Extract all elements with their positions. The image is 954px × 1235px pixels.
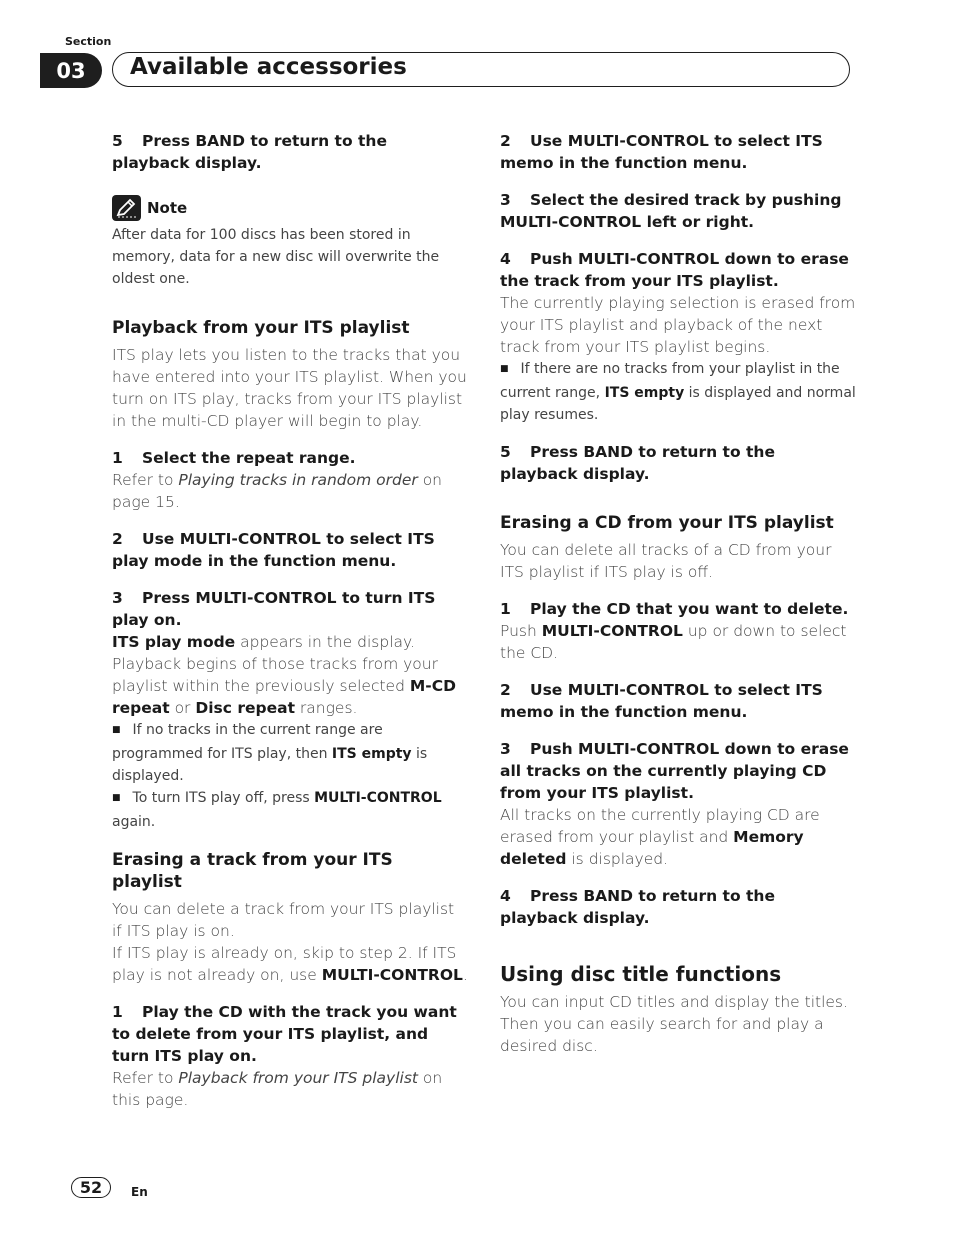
playback-step-1-text: Refer to Playing tracks in random order on page 15. [112,471,442,511]
erase-cd-heading: Erasing a CD from your ITS playlist [500,513,834,533]
pencil-icon [112,195,141,221]
bullet-its-empty: ■ If no tracks in the current range are programmed for ITS play, then ITS empty is displayed. [112,719,468,787]
erase-cd-step-3-text: All tracks on the currently playing CD are erased from your playlist and Memory deleted is displayed. [500,806,820,868]
erase-track-step-1-text: Refer to Playback from your ITS playlist on this page. [112,1069,443,1109]
playback-intro: ITS play lets you listen to the tracks that you have entered into your ITS playlist. When you turn on ITS play, tracks from your ITS playlist in the multi-CD player will begin to play. [112,346,467,430]
step-5: 5 Press BAND to return to the playback display. [112,132,387,172]
erase-track-step-3: 3 Select the desired track by pushing MULTI-CONTROL left or right. [500,191,842,231]
erase-cd-step-3: 3 Push MULTI-CONTROL down to erase all tracks on the currently playing CD from your ITS playlist. [500,740,849,802]
cross-reference-link: Playing tracks in random order [178,471,418,489]
section-number: 03 [40,53,102,88]
playback-step-3-text: ITS play mode appears in the display. Playback begins of those tracks from your playlist within the previously selected M-CD repeat or Disc repeat ranges. [112,633,456,717]
section-label: Section [65,35,112,48]
erase-cd-step-2: 2 Use MULTI-CONTROL to select ITS memo in the function menu. [500,681,823,721]
bullet-no-tracks: ■ If there are no tracks from your playlist in the current range, ITS empty is displayed and normal play resumes. [500,358,856,426]
disc-title-body: You can input CD titles and display the titles. Then you can easily search for and play a desired disc. [500,993,848,1055]
erase-cd-step-4: 4 Press BAND to return to the playback display. [500,887,775,927]
erase-track-step-4: 4 Push MULTI-CONTROL down to erase the track from your ITS playlist. [500,250,849,290]
erase-track-intro-1: You can delete a track from your ITS playlist if ITS play is on. [112,900,455,940]
erase-track-step-1: 1 Play the CD with the track you want to delete from your ITS playlist, and turn ITS play on. [112,1003,457,1065]
page-title: Available accessories [130,54,407,80]
playback-heading: Playback from your ITS playlist [112,318,410,338]
erase-track-intro-2: If ITS play is already on, skip to step 2. If ITS play is not already on, use MULTI-CONTROL. [112,944,468,984]
erase-track-heading: Erasing a track from your ITS playlist [112,850,393,892]
erase-cd-intro: You can delete all tracks of a CD from your ITS playlist if ITS play is off. [500,541,832,581]
note-label: Note [147,199,188,217]
playback-step-2: 2 Use MULTI-CONTROL to select ITS play mode in the function menu. [112,530,435,570]
erase-cd-step-1: 1 Play the CD that you want to delete. [500,600,849,618]
left-column [112,130,468,1111]
language-label: En [131,1185,148,1199]
disc-title-heading: Using disc title functions [500,962,782,986]
playback-step-1: 1 Select the repeat range. [112,449,356,467]
cross-reference-link: Playback from your ITS playlist [178,1069,418,1087]
right-column [500,130,856,1057]
erase-track-step-5: 5 Press BAND to return to the playback display. [500,443,775,483]
erase-track-step-4-text: The currently playing selection is erased from your ITS playlist and playback of the next track from your ITS playlist begins. [500,294,856,356]
note-text: After data for 100 discs has been stored in memory, data for a new disc will overwrite the oldest one. [112,227,440,287]
bullet-turn-off: ■ To turn ITS play off, press MULTI-CONTROL again. [112,787,468,833]
note-header [112,194,468,222]
erase-cd-step-1-text: Push MULTI-CONTROL up or down to select the CD. [500,622,847,662]
page-number: 52 [71,1177,111,1198]
playback-step-3: 3 Press MULTI-CONTROL to turn ITS play on. [112,589,436,629]
erase-track-step-2: 2 Use MULTI-CONTROL to select ITS memo in the function menu. [500,132,823,172]
